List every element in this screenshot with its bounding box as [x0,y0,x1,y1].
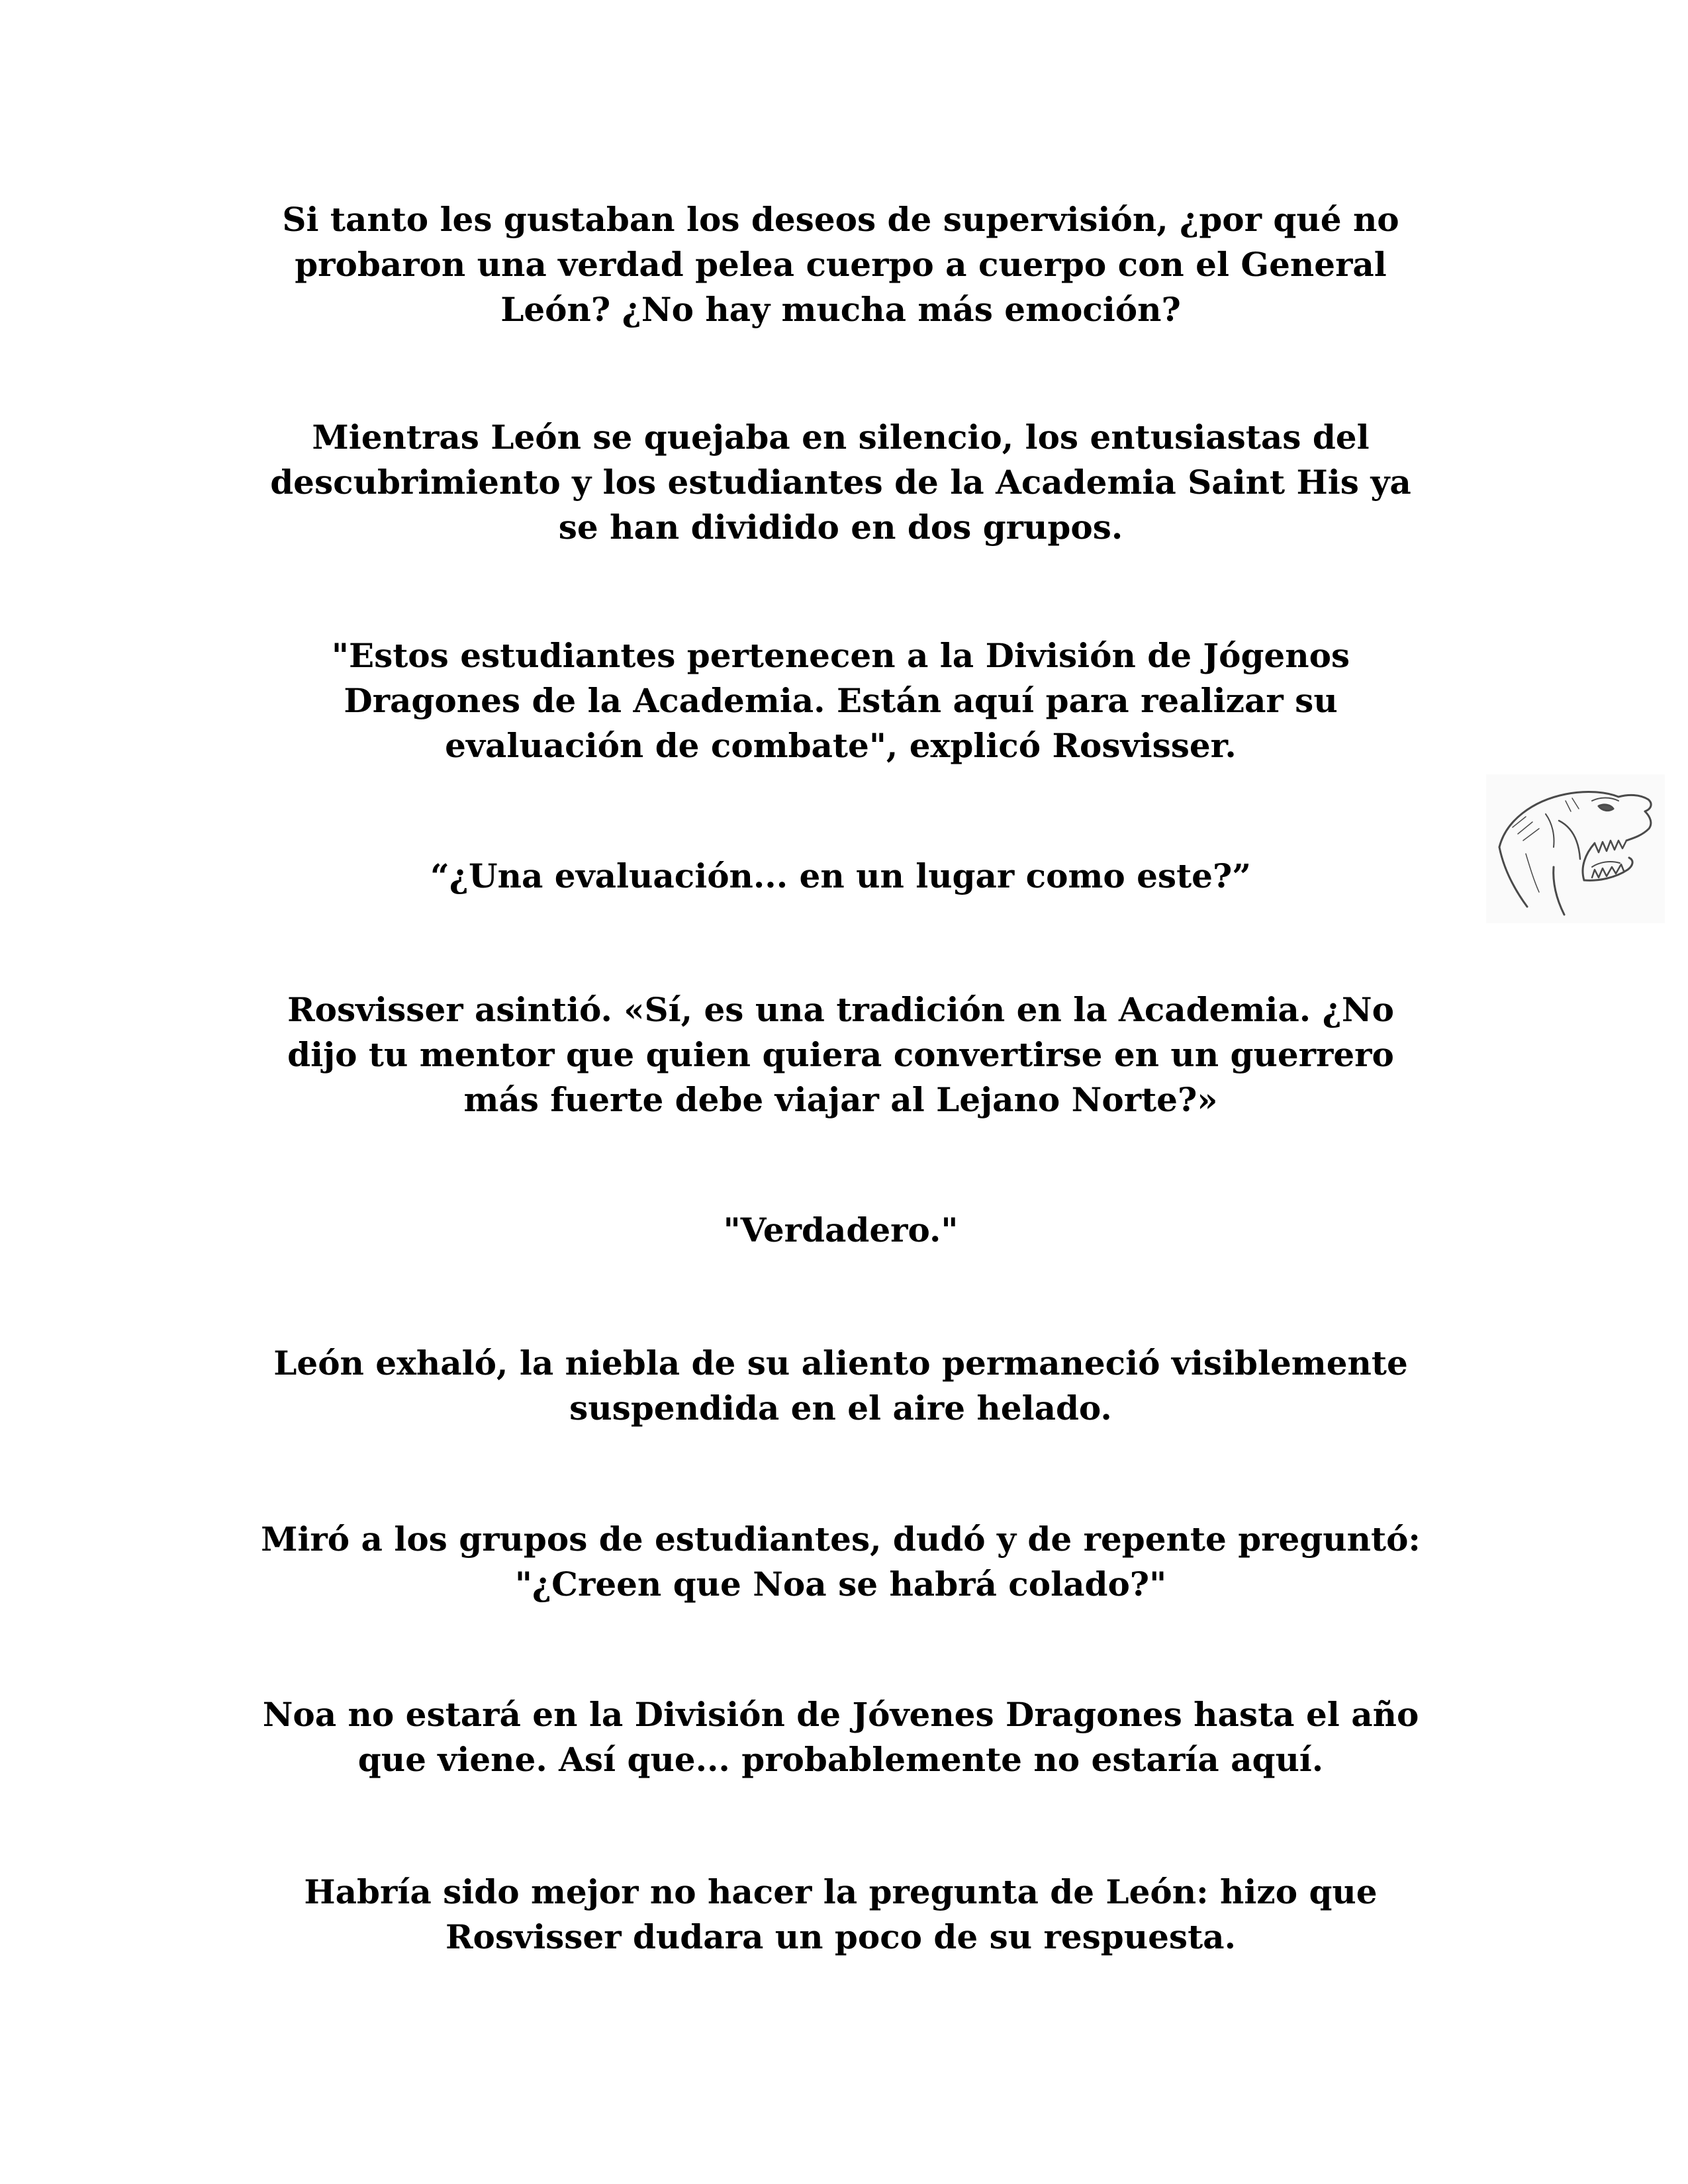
paragraph-6: "Verdadero." [723,1210,959,1250]
paragraph-4: “¿Una evaluación... en un lugar como este?” [430,856,1252,895]
paragraph-2: Mientras León se quejaba en silencio, los entusiastas del descubrimiento y los estudiantes de la Academia Saint His ya se han dividido en dos grupos. [270,418,1411,547]
paragraph-10: Habría sido mejor no hacer la pregunta de León: hizo que Rosvisser dudara un poco de su respuesta. [304,1872,1378,1956]
paragraph-1: Si tanto les gustaban los deseos de supervisión, ¿por qué no probaron una verdad pelea cuerpo a cuerpo con el General León? ¿No hay mucha más emoción? [282,200,1399,329]
paragraph-3: "Estos estudiantes pertenecen a la División de Jógenos Dragones de la Academia. Están aquí para realizar su evaluación de combate", explicó Rosvisser. [331,636,1350,765]
paragraph-7: León exhaló, la niebla de su aliento permaneció visiblemente suspendida en el aire helado. [273,1343,1408,1428]
paragraph-8: Miró a los grupos de estudiantes, dudó y de repente preguntó: "¿Creen que Noa se habrá colado?" [261,1520,1421,1604]
paragraph-5: Rosvisser asintió. «Sí, es una tradición en la Academia. ¿No dijo tu mentor que quien quiera convertirse en un guerrero más fuerte debe viajar al Lejano Norte?» [287,990,1394,1119]
dinosaur-head-sketch-icon [1486,774,1665,923]
paragraph-9: Noa no estará en la División de Jóvenes Dragones hasta el año que viene. Así que... probablemente no estaría aquí. [262,1695,1419,1779]
